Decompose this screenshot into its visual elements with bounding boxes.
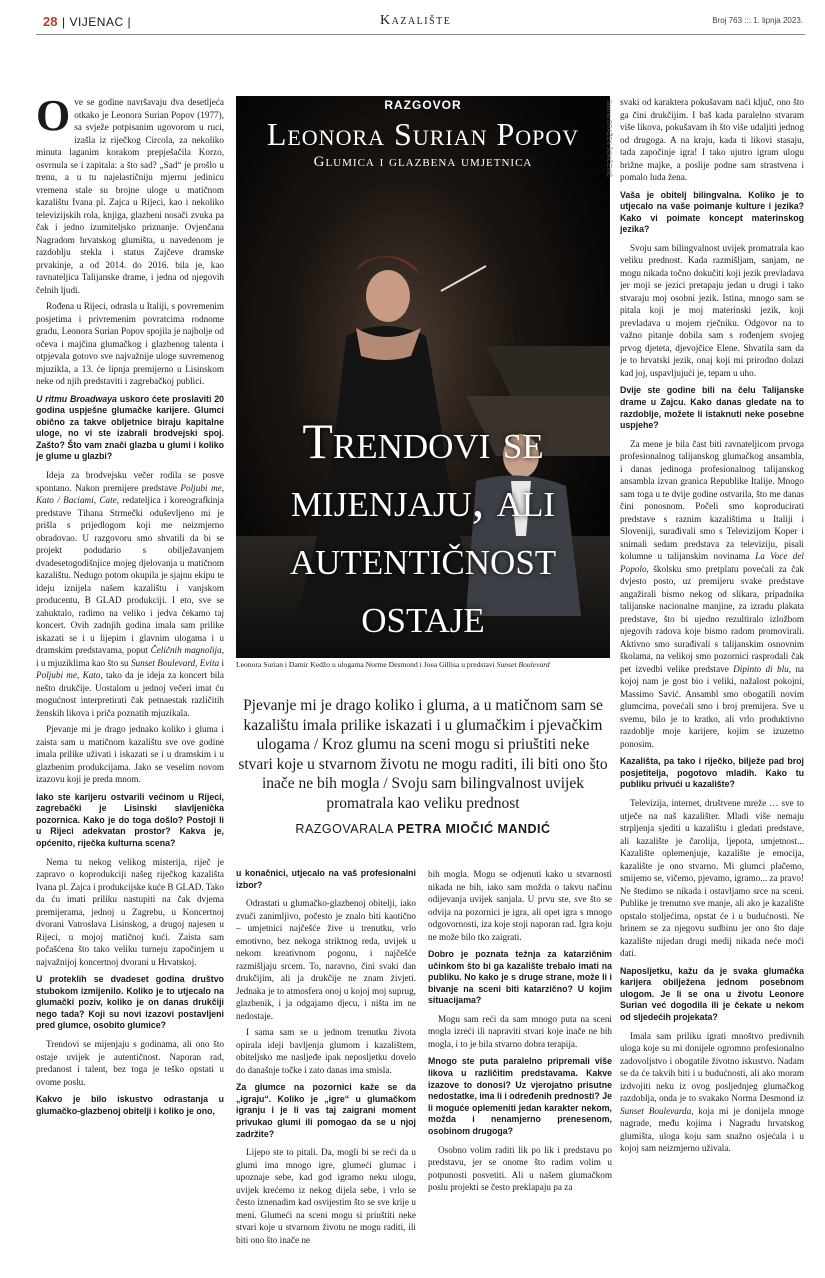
page-header [0, 0, 825, 36]
article-column-2 [236, 868, 416, 1268]
actress-figure [366, 270, 410, 322]
question: Dvije ste godine bili na čelu Talijanske drame u Zajcu. Kako danas gledate na to razdoblje, možete li istaknuti neke posebne uspjehe? [620, 385, 804, 431]
standfirst: Pjevanje mi je drago koliko i gluma, a u matičnom sam se kazalištu imala prilike iskazati i u glumačkim i pjevačkim ulogama / Kroz glumu na sceni mogu si priuštiti neke stvari koje u stvarnom životu ne mogu raditi, ili biti ono što inače ne bih mogla / Svoju sam bilingvalnost uvijek promatrala kao veliku prednost [238, 697, 608, 812]
publication-name: | VIJENAC | [62, 15, 132, 29]
article-column-3 [428, 868, 612, 1268]
answer: Ideja za brodvejsku večer rodila se posve spontano. Nakon premijere predstave Poljubi me, Kato / Baciami, Cate, redateljica i koreografkinja predstave Tihana Strmečki oduševljeno mi je prišla s prijedlogom koji me neizmjerno obradovao. U razgovoru smo shvatili da bi se projekt podudario s obilježavanjem dvadesetogodišnjice mojeg djelovanja u matičnom kazalištu. Nedugo potom okupila je sjajnu ekipu te ideju iznijela našem kazalištu i vanjskom producentu, B GLAD produkciji. I eto, sve se zahuktalo, radimo na veliko i jedva čekamo taj koncert. Ovih zadnjih godina imala sam prilike iskazati se i u lijepim i glavnim ulogama i u dramskim predstavama, poput Čeličnih magnolija, i u mjuziklima kao što su Sunset Boulevard, Evita i Poljubi me, Kato, tako da je ideja za koncert bila nešto drukčije. Uostalom u jednoj večeri imat ću mogućnost interpretirati čak petnaestak različitih ženskih likova i priča poznatih mjuzikala. [36, 470, 224, 718]
article-column-1 [36, 96, 224, 1268]
answer: Imala sam priliku igrati mnoštvo predivnih uloga koje su mi donijele ogromno profesionalno zadovoljstvo i obogatile životno iskustvo. Nadam se da će takvih biti i u budućnosti, ali ako moram izdvojiti neku iz ovog posljednjeg glumačkog razdoblja, onda je to svakako Norma Desmond iz Sunset Boulevarda, koja mi je donijela mnoge nagrade, među kojima i Nagradu hrvatskog glumišta, uloga koju sam snažno osjećala i u kojoj sam neizmjerno uživala. [620, 1030, 804, 1153]
headline: Trendovi se mijenjaju, ali autentičnost ostaje [289, 413, 557, 643]
article-kicker: RAZGOVOR [384, 98, 462, 112]
interviewee-role: Glumica i glazbena umjetnica [313, 154, 533, 170]
photo-caption: Leonora Surian i Damir Kedžo u ulogama Norme Desmond i Joea Gillisa u predstavi Sunset Boulevard [236, 660, 550, 669]
header-rule [36, 34, 805, 35]
issue-info: Broj 763 ::: 1. lipnja 2023. [712, 16, 803, 25]
photo-credit: Snimio DRAŽEN ŠOKČEVIĆ [605, 100, 611, 178]
question: U proteklih se dvadeset godina društvo stubokom izmijenilo. Koliko je to utjecalo na glumački poziv, koliko je on danas drukčiji nego tada? Koji su novi izazovi postavljeni pred glumce, osobito glumice? [36, 974, 224, 1031]
interviewee-name: Leonora Surian Popov [266, 116, 580, 152]
question: Iako ste karijeru ostvarili većinom u Rijeci, zagrebački je Lisinski slavljenička pozornica. Kako je do toga došlo? Postoji li u Rijeci adekvatan prostor? Kakva je, općenito, riječka kulturna scena? [36, 791, 224, 848]
question: Kazališta, pa tako i riječko, bilježe pad broj posjetitelja, pogotovo mladih. Kako tu publiku privući u kazalište? [620, 756, 804, 790]
page-number: 28 [43, 14, 58, 29]
question: Mnogo ste puta paralelno pripremali više likova u različitim predstavama. Kakve izazove to donosi? Uz vjerojatno prisutne nedostatke, ima li i određenih prednosti? Je li moguće oplemeniti jedan karakter nekom, možda i nenamjerno prenesenom, osobinom drugoga? [428, 1056, 612, 1137]
answer: Odrastati u glumačko-glazbenoj obitelji, iako zvuči zanimljivo, počesto je znalo biti kaotično – umjetnici najčešće žive u trenutku, vrlo emotivno, bez nekoga striktnog reda, uvijek u nekom kreativnom pogonu, i najčešće razmišljaju srcem. To, naravno, čini svaki dan drukčijim, ali ja drukčije ne znam živjeti. Jednaka je to atmosfera onoj u kojoj moj suprug, glazbenik, i ja odgajamo djecu, i ništa im ne nedostaje. [236, 898, 416, 1021]
question: Vaša je obitelj bilingvalna. Koliko je to utjecalo na vaše poimanje kulture i jezika? Kako vi poimate koncept materinskog jezika? [620, 189, 804, 235]
question: Naposljetku, kažu da je svaka glumačka karijera obilježena jednom posebnom ulogom. Je li se ona u životu Leonore Surian već dogodila ili je čekate u nekom od sljedećih projekata? [620, 965, 804, 1022]
article-column-5 [620, 96, 804, 1268]
answer: Televizija, internet, društvene mreže … sve to utječe na naš kazališter. Mladi više nemaju strpljenja sjediti u kazalištu i gledati predstave, ali kazalište je čarolija, ljepota, umjetnost... Kazalište oplemenjuje, kazalište je emocija, kazalište je ono stvarno. Mi glumci plačemo, smijemo se, vičemo, pjevamo, igramo... za pravo! Ne štedimo se nikada i ostavljamo srce na sceni. Publike je trenutno sve manje, ali ako je kazalište opstalo stoljećima, opstat će i u budućnosti. Ne brinem se za njegovu sudbinu jer ono što daje kazalište nijedan drugi medij nikada neće moći dati. [620, 798, 804, 959]
answer: bih mogla. Mogu se odjenuti kako u stvarnosti nikada ne bih, iako sam možda o takvu načinu odijevanja uvijek sanjala. U prvu ste, sve što se odvija na pozornici je igra, ali opet igra s mnogo odgovornosti, iza koje stoji naporan rad. Igra koju ne može bilo tko zaigrati. [428, 869, 612, 942]
drop-cap: O [36, 96, 71, 140]
answer: I sama sam se u jednom trenutku života opirala ideji bavljenja glumom i kazalištem, obiteljsko me nasljeđe ipak neposljetku dovelo do današnje točke i zato danas ima smisla. [236, 1027, 416, 1075]
question: U ritmu Broadwaya uskoro ćete proslaviti 20 godina uspješne glumačke karijere. Glumci obično za takve obljetnice biraju kapitalne uloge, no vi ste izabrali brodvejski spoj. Zašto? Što vam znači glazba u glumi i koliko je glume u glazbi? [36, 393, 224, 462]
paragraph: Rođena u Rijeci, odrasla u Italiji, s povremenim posjetima i privremenim povratcima rodnome gradu, Leonora Surian Popov spojila je najbolje od očeva i majčina glumačkog i glazbenog talenta i otpjevala gotovo sve najvažnije uloge suvremenog mjuzikla, a 13. će lipnja premijerno u Lisinskom neke od njih predstaviti i zagrebačkoj publici. [36, 301, 224, 386]
answer: Pjevanje mi je drago jednako koliko i gluma i zaista sam u matičnom kazalištu sve ove godine imala prilike uživati i iskazati se i u dramskim i u glazbenim produkcijama. Jako se veselim novom izazovu koji je preda mnom. [36, 724, 224, 785]
question: u konačnici, utjecalo na vaš profesionalni izbor? [236, 868, 416, 890]
section-title: Kazalište [380, 13, 452, 28]
answer: svaki od karaktera pokušavam naći ključ, ono što ga čini drukčijim. I baš kada paralelno stvaram više likova, pokušavam ih što više udaljiti jednog od drugoga. A na kraju, kada ti likovi stasaju, tada započinje igra! I tako ujutro igram ulogu brižne majke, a poslije podne sam strastvena i pomalo luda žena. [620, 97, 804, 182]
answer: Trendovi se mijenjaju s godinama, ali ono što ostaje uvijek je autentičnost. Naporan rad, predanost i talent, bez toga je teško opstati u ovome poslu. [36, 1039, 224, 1087]
byline: RAZGOVARALA PETRA MIOČIĆ MANDIĆ [295, 822, 551, 836]
question: Dobro je poznata težnja za katarzičnim učinkom što bi ga kazalište trebalo imati na publiku. No kako je s druge strane, može li i bivanje na sceni biti katarzično? U kojim situacijama? [428, 949, 612, 1006]
question: Za glumce na pozornici kaže se da „igraju“. Koliko je „igre“ u glumačkom igranju i je li vas taj zaigrani moment privukao glumi ili pomogao da se u njoj zadržite? [236, 1082, 416, 1139]
answer: Mogu sam reći da sam mnogo puta na sceni mogla izreći ili napraviti stvari koje inače ne bih mogla, i to je bila stvarno dobra terapija. [428, 1013, 612, 1049]
answer: Osobno volim raditi lik po lik i predstavu po predstavu, jer se onome što radim volim u potpunosti posvetiti. Ali u našem glumačkom poslu projekti se često preklapaju pa za [428, 1144, 612, 1193]
intro-paragraph: Ove se godine navršavaju dva desetljeća otkako je Leonora Surian Popov (1977), sa svježe potpisanim ugovorom u ruci, izašla iz riječkog Circola, za nekoliko minuta laganim korakom prepješačila Korzo, osvrnula se i zapitala: a što sad? „Sad“ je prošlo u trenu, a u tu najelastičniju mjernu jedinicu vremena stale su brojne uloge u matičnom kazalištu Ivana pl. Zajca u Rijeci, kao i nekoliko televizijskih rola, knjiga, glazbeni nosači zvuka pa čak i jedno izumiteljsko priznanje. Ovjenčana Nagradom hrvatskog glumišta, u navedenom je razdoblju stekla i status Zajčeve dramske prvakinje, a od 2014. do 2016. bila je, kao ravnateljica Talijanske drame, i jedna od njegovih čelnih ljudi. [36, 96, 224, 295]
question: Kakvo je bilo iskustvo odrastanja u glumačko-glazbenoj obitelji i koliko je ono, [36, 1094, 224, 1116]
answer: Lijepo ste to pitali. Da, mogli bi se reći da u glumi ima mnogo igre, glumeći glumac i upoznaje sebe, kad god igramo neku ulogu, uvijek krećemo iz nekog dijela sebe, i vrlo se često iznenadim kad osvijestim što se sve krije u meni. Glumeći na sceni mogu si priuštiti neke stvari koje u stvarnom životu ne mogu raditi, ili biti ono što inače ne [236, 1147, 416, 1245]
answer: Svoju sam bilingvalnost uvijek promatrala kao veliku prednost. Kada razmišljam, sanjam, ne mogu nikada točno dokučiti koji jezik prevladava jer moji se jezici pretapaju jedan u drugi i tako stvaraju moj osobni jezik. Istina, mnogo sam se pitala koji je moj materinski jezik, koji prevladava u mojem rječniku. Odgovor na to važno pitanje dobila sam s rođenjem svojeg prvog djeteta, djevojčice Elene. Shvatila sam da je to hrvatski jezik, onaj koji mi prirodno dolazi kad joj, uspavljujući je, tepam u uho. [620, 242, 804, 378]
answer: Nema tu nekog velikog misterija, riječ je zapravo o koprodukciji našeg riječkog kazališta Ivana pl. Zajca i produkcijske kuće B GLAD. Tako da ću imati priliku nastupiti na čak dvjema premijerama, jednoj u Zagrebu, u Koncertnoj dvorani Vatroslava Lisinskog, a drugoj najesen u Rijeci, u mojoj matičnoj kući. Zaista sam počašćena što tako veliku turneju započinjem u najvažnijoj koncertnoj dvorani u Hrvatskoj. [36, 856, 224, 967]
answer: Za mene je bila čast biti ravnateljicom prvoga profesionalnog talijanskog glumačkog ansambla, i danas jedinoga profesionalnog talijanskog ansambla izvan granica Republike Italije. Mnogo sam toga u te dvije godine ostvarila, što me danas čini ponosnom. Počeli smo koproducirati predstave s raznim kazalištima u Italiji i Sloveniji, surađivali smo s Televizijom Koper i snimali sedam predstava za televiziju, pisali kolumne u talijanskim novinama La Voce del Popolo, školsku smo pretplatu povećali za čak dvjesto posto, uz premijeru svake predstave angažirali bismo nekog od slikara, pripadnika talijanske nacionalne manjine, za izradu plakata predstave, što bi ujedno rezultiralo izložbom njegovih radova koje bismo radom promovirali. Aktivno smo surađivali s talijanskim osnovnim školama, na velikoj smo pozornici rasprodali čak pet izvedbi velike predstave Dipinto di blu, na kojoj nam je gost bio i veliki, nažalost pokojni, Massimo Savić. Ansambl smo obogatili novim glumcima, povećali smo i broj premijera. Sve u svemu, bilo je to kratko, ali vrlo produktivno razdoblje moje karijere, kojim se izuzetno ponosim. [620, 438, 804, 749]
